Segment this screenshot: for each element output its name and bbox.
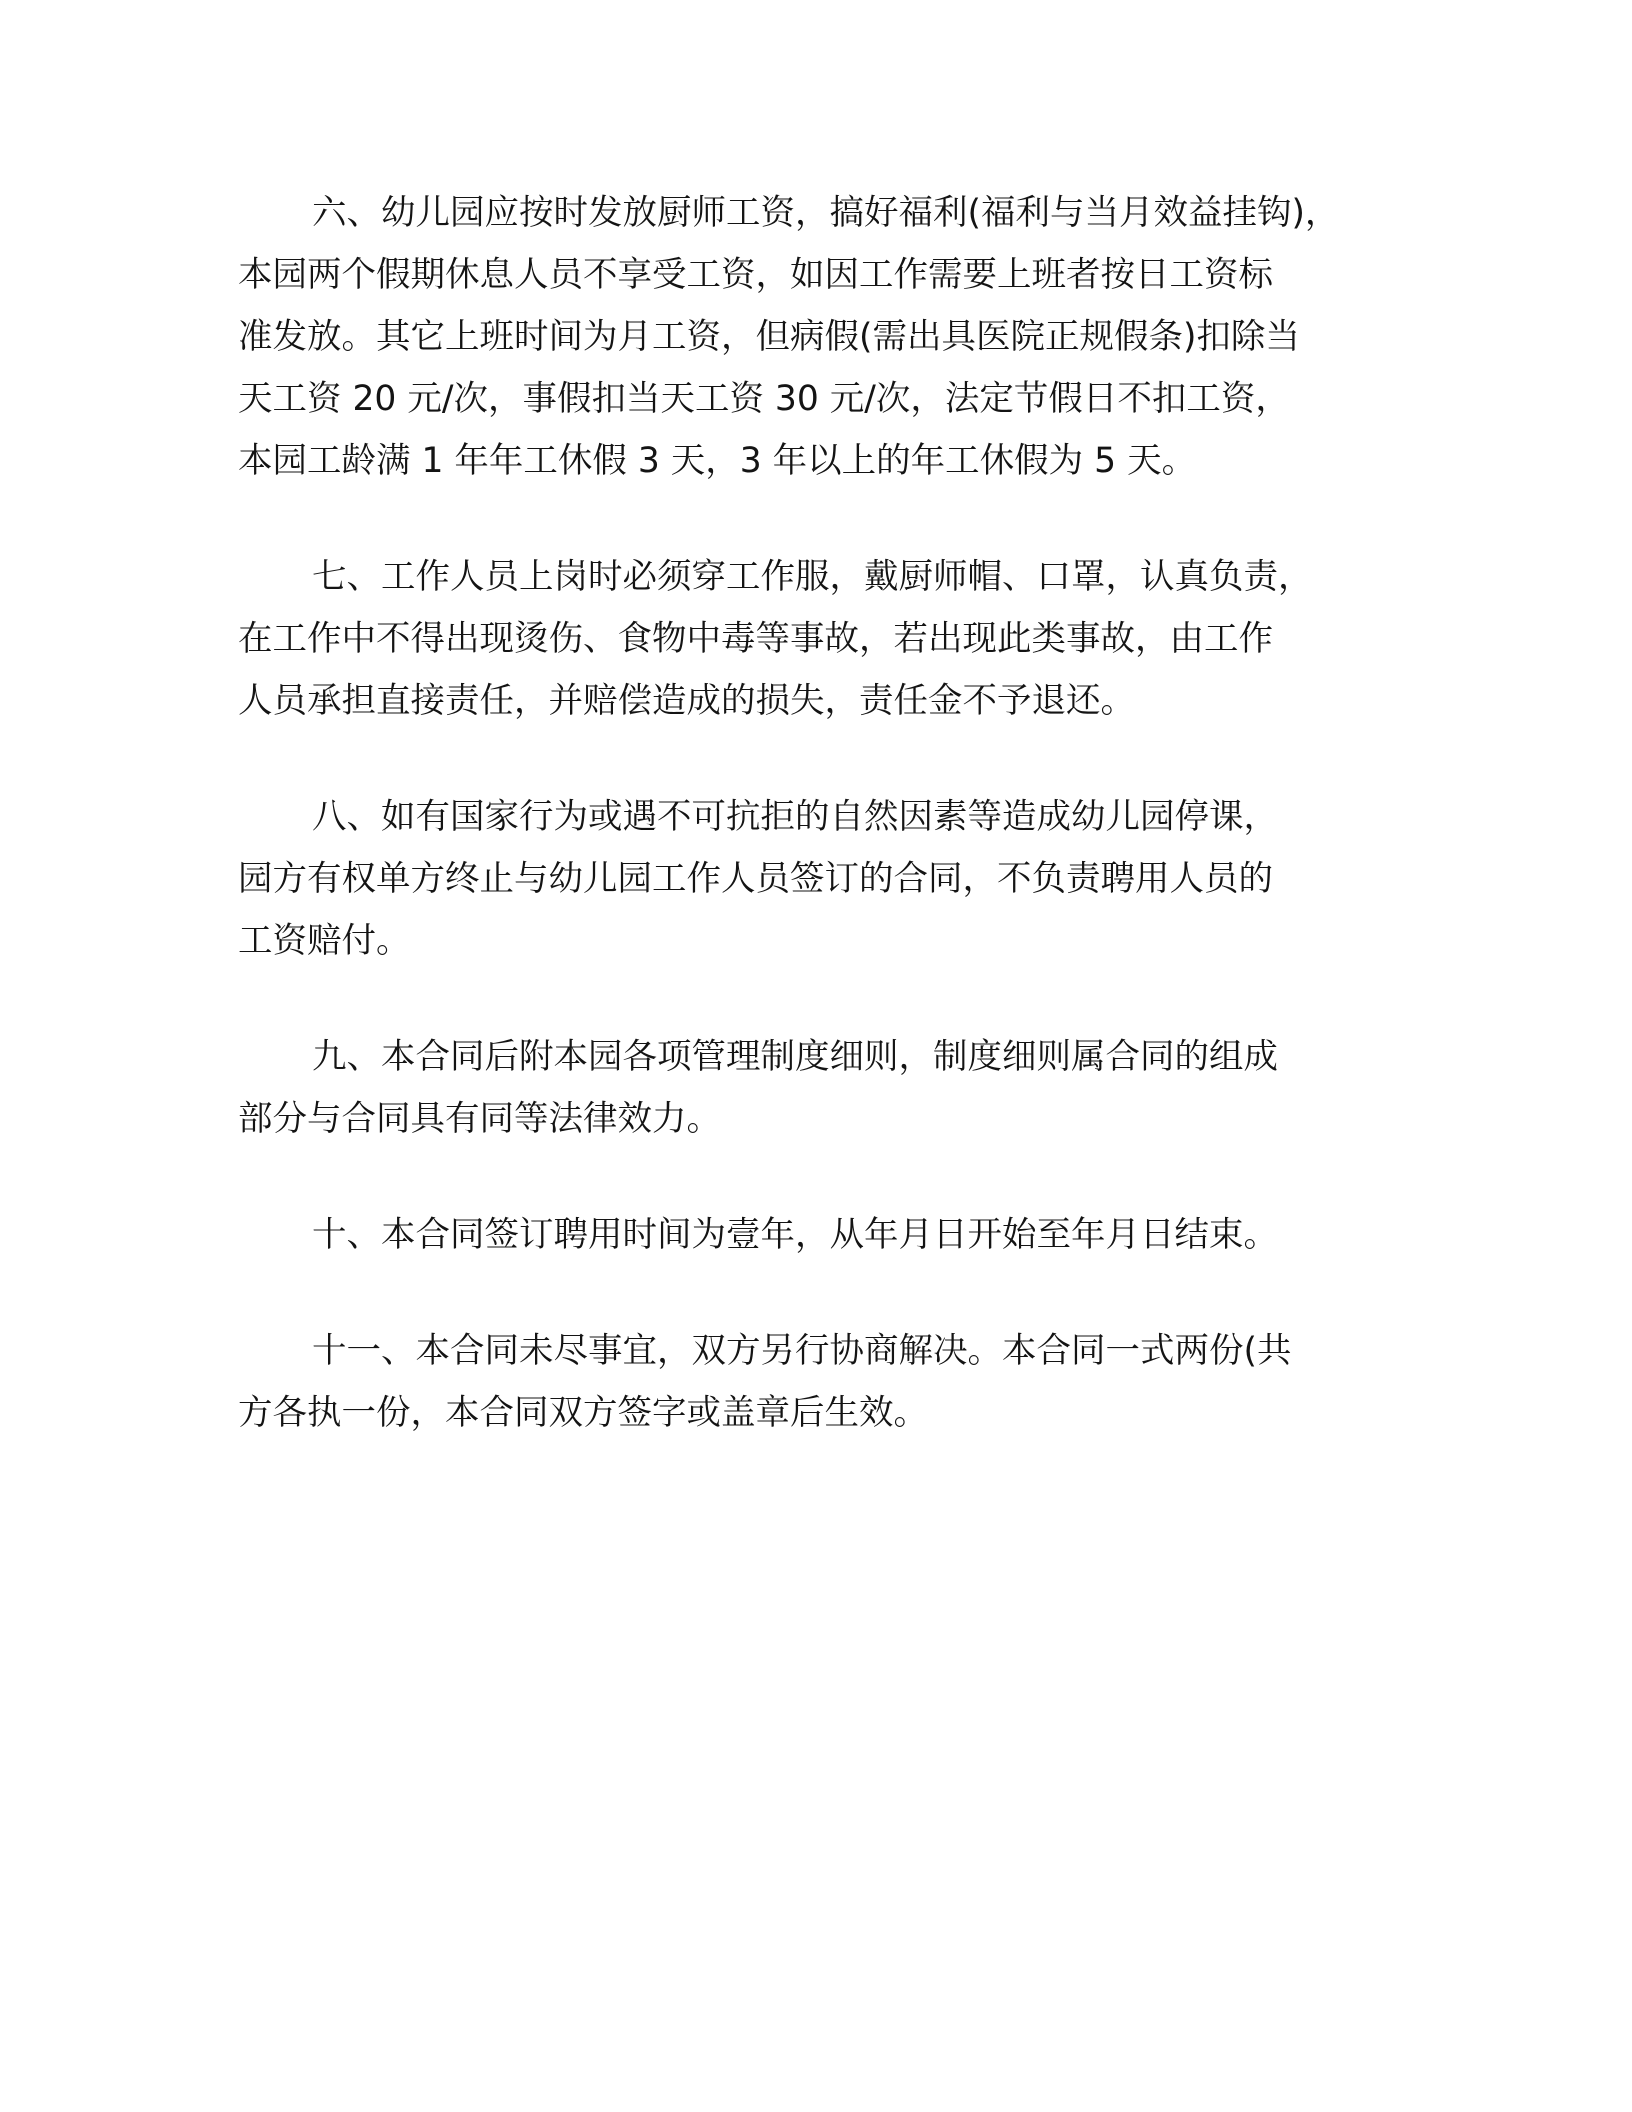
clause-9-line-2: 部分与合同具有同等法律效力。 <box>238 1099 721 1139</box>
clause-6 <box>238 182 1418 492</box>
clause-9-line-1: 九、本合同后附本园各项管理制度细则，制度细则属合同的组成 <box>312 1037 1278 1077</box>
clause-6-line-4: 天工资 20 元/次，事假扣当天工资 30 元/次，法定节假日不扣工资， <box>238 379 1290 419</box>
clause-6-line-3: 准发放。其它上班时间为月工资，但病假(需出具医院正规假条)扣除当 <box>238 317 1300 357</box>
document-body <box>238 182 1418 1498</box>
clause-8-line-2: 园方有权单方终止与幼儿园工作人员签订的合同，不负责聘用人员的 <box>238 859 1273 899</box>
clause-7-line-1: 七、工作人员上岗时必须穿工作服，戴厨师帽、口罩，认真负责， <box>312 557 1313 597</box>
clause-6-line-5: 本园工龄满 1 年年工休假 3 天，3 年以上的年工休假为 5 天。 <box>238 441 1197 481</box>
clause-9 <box>238 1026 1418 1150</box>
clause-8-line-1: 八、如有国家行为或遇不可抗拒的自然因素等造成幼儿园停课， <box>312 797 1278 837</box>
clause-11-line-1: 十一、本合同未尽事宜，双方另行协商解决。本合同一式两份(共 <box>312 1331 1292 1371</box>
clause-7-line-2: 在工作中不得出现烫伤、食物中毒等事故，若出现此类事故，由工作 <box>238 619 1273 659</box>
clause-6-line-1: 六、幼儿园应按时发放厨师工资，搞好福利(福利与当月效益挂钩)， <box>312 193 1340 233</box>
clause-11 <box>238 1320 1418 1444</box>
clause-8-line-3: 工资赔付。 <box>238 921 411 961</box>
clause-6-line-2: 本园两个假期休息人员不享受工资，如因工作需要上班者按日工资标 <box>238 255 1273 295</box>
clause-7 <box>238 546 1418 732</box>
clause-10 <box>238 1204 1418 1266</box>
clause-11-line-2: 方各执一份，本合同双方签字或盖章后生效。 <box>238 1393 928 1433</box>
clause-7-line-3: 人员承担直接责任，并赔偿造成的损失，责任金不予退还。 <box>238 681 1135 721</box>
clause-10-line-1: 十、本合同签订聘用时间为壹年，从年月日开始至年月日结束。 <box>312 1215 1278 1255</box>
clause-8 <box>238 786 1418 972</box>
